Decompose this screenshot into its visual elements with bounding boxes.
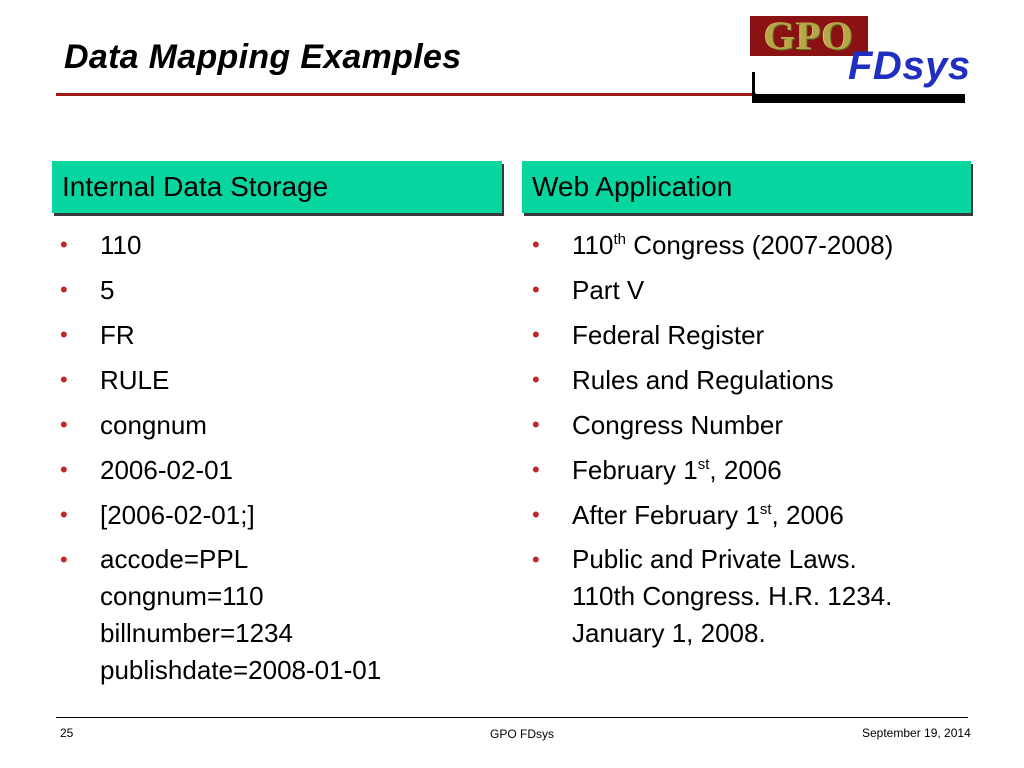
list-item-text: 2006-02-01	[100, 455, 233, 485]
bullet-icon: •	[60, 412, 68, 437]
internal-data-storage-list	[58, 226, 498, 696]
slide-title: Data Mapping Examples	[64, 38, 462, 76]
bullet-icon: •	[532, 232, 540, 257]
logo-horizontal-bar	[752, 94, 965, 103]
bullet-icon: •	[60, 502, 68, 527]
bullet-icon: •	[532, 457, 540, 482]
list-item	[58, 271, 498, 309]
bullet-icon: •	[532, 277, 540, 302]
bullet-icon: •	[60, 277, 68, 302]
list-item-line: congnum=110	[100, 581, 264, 611]
bullet-icon: •	[60, 547, 68, 572]
bullet-icon: •	[532, 547, 540, 572]
list-item-text-pre: February 1	[572, 455, 698, 485]
internal-data-storage-header	[52, 161, 502, 213]
bullet-icon: •	[60, 457, 68, 482]
list-item	[58, 226, 498, 264]
list-item	[530, 406, 990, 444]
footer-divider	[56, 717, 968, 718]
list-item-line: 110th Congress. H.R. 1234.	[572, 581, 893, 611]
list-item	[58, 451, 498, 489]
bullet-icon: •	[532, 502, 540, 527]
gpo-logo-text: GPO	[764, 13, 854, 58]
bullet-icon: •	[60, 232, 68, 257]
list-item	[58, 361, 498, 399]
list-item-text: congnum	[100, 410, 207, 440]
list-item-text: Congress Number	[572, 410, 783, 440]
footer-center-text: GPO FDsys	[490, 727, 555, 741]
footer-date: September 19, 2014	[862, 726, 971, 740]
list-item-text-post: , 2006	[709, 455, 782, 485]
list-item-line: Public and Private Laws.	[572, 544, 857, 574]
ordinal-suffix: th	[613, 231, 626, 248]
internal-data-storage-header-label: Internal Data Storage	[62, 171, 329, 202]
list-item	[530, 451, 990, 489]
list-item-text-post: Congress (2007-2008)	[625, 230, 894, 260]
list-item-text: Rules and Regulations	[572, 365, 834, 395]
list-item	[530, 316, 990, 354]
list-item-text: 5	[100, 275, 115, 305]
list-item	[530, 226, 990, 264]
list-item-text: Federal Register	[572, 320, 765, 350]
list-item-text-pre: After February 1	[572, 500, 760, 530]
list-item-text: Part V	[572, 275, 645, 305]
list-item	[530, 496, 990, 534]
list-item	[530, 541, 990, 652]
list-item	[58, 541, 498, 689]
footer-page-number: 25	[60, 726, 74, 740]
bullet-icon: •	[532, 412, 540, 437]
web-application-header	[522, 161, 971, 213]
bullet-icon: •	[532, 367, 540, 392]
web-application-list	[530, 226, 990, 659]
list-item-text: RULE	[100, 365, 170, 395]
list-item	[58, 316, 498, 354]
bullet-icon: •	[60, 322, 68, 347]
list-item	[58, 496, 498, 534]
list-item-text: [2006-02-01;]	[100, 500, 255, 530]
gpo-fdsys-logo	[748, 14, 988, 106]
fdsys-logo-text: FDsys	[848, 44, 971, 88]
web-application-header-label: Web Application	[532, 171, 733, 202]
ordinal-suffix: st	[697, 456, 710, 473]
list-item-text: FR	[100, 320, 135, 350]
title-underline	[56, 93, 756, 96]
list-item-text: 110	[100, 230, 142, 260]
list-item	[58, 406, 498, 444]
list-item-text-pre: 110	[572, 230, 614, 260]
list-item-line: publishdate=2008-01-01	[100, 655, 382, 685]
list-item-line: January 1, 2008.	[572, 618, 766, 648]
bullet-icon: •	[60, 367, 68, 392]
list-item-line: billnumber=1234	[100, 618, 293, 648]
list-item	[530, 271, 990, 309]
ordinal-suffix: st	[759, 501, 772, 518]
list-item	[530, 361, 990, 399]
bullet-icon: •	[532, 322, 540, 347]
list-item-line: accode=PPL	[100, 544, 249, 574]
list-item-text-post: , 2006	[771, 500, 844, 530]
